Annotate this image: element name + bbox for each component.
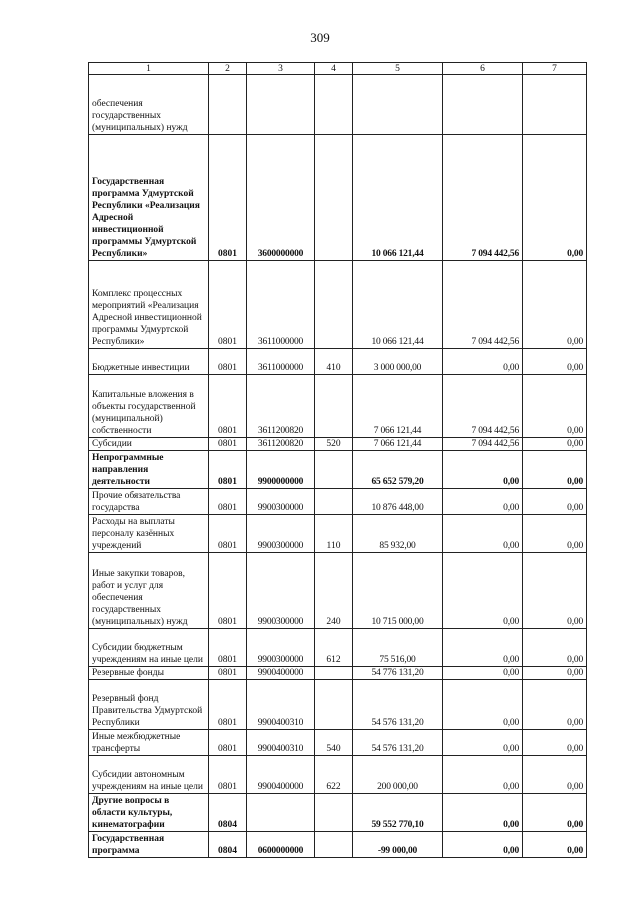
table-row — [89, 667, 587, 680]
table-row — [89, 680, 587, 730]
item-name-cell: Непрограммные направления деятельности — [89, 451, 209, 489]
table-row — [89, 375, 587, 438]
amount-col5-cell: 10 715 000,00 — [353, 553, 443, 629]
amount-col7-cell: 0,00 — [523, 349, 587, 375]
item-name-cell: Иные межбюджетные трансферты — [89, 730, 209, 756]
amount-col5-cell: 75 516,00 — [353, 629, 443, 667]
target-article-cell: 9900300000 — [247, 515, 315, 553]
section-code-cell: 0801 — [209, 451, 247, 489]
item-name-cell: Комплекс процессных мероприятий «Реализация Адресной инвестиционной программы Удмуртской Республики» — [89, 261, 209, 349]
expense-type-cell — [315, 667, 353, 680]
amount-col6-cell: 0,00 — [443, 832, 523, 858]
amount-col6-cell: 0,00 — [443, 451, 523, 489]
amount-col5-cell: 59 552 770,10 — [353, 794, 443, 832]
amount-col5-cell: 85 932,00 — [353, 515, 443, 553]
amount-col5-cell: 3 000 000,00 — [353, 349, 443, 375]
amount-col6-cell: 0,00 — [443, 515, 523, 553]
target-article-cell: 3611200820 — [247, 375, 315, 438]
target-article-cell: 3600000000 — [247, 135, 315, 261]
expense-type-cell: 240 — [315, 553, 353, 629]
target-article-cell: 9900400000 — [247, 667, 315, 680]
section-code-cell: 0801 — [209, 261, 247, 349]
target-article-cell: 3611000000 — [247, 261, 315, 349]
item-name-cell: Капитальные вложения в объекты государственной (муниципальной) собственности — [89, 375, 209, 438]
amount-col6-cell: 0,00 — [443, 756, 523, 794]
amount-col5-cell: 10 876 448,00 — [353, 489, 443, 515]
table-row — [89, 438, 587, 451]
section-code-cell: 0801 — [209, 349, 247, 375]
amount-col6-cell: 0,00 — [443, 489, 523, 515]
amount-col6-cell: 0,00 — [443, 730, 523, 756]
expense-type-cell — [315, 680, 353, 730]
amount-col5-cell: 7 066 121,44 — [353, 375, 443, 438]
expense-type-cell — [315, 135, 353, 261]
target-article-cell — [247, 794, 315, 832]
item-name-cell: Государственная программа — [89, 832, 209, 858]
amount-col5-cell: 10 066 121,44 — [353, 261, 443, 349]
amount-col5-cell: 54 576 131,20 — [353, 730, 443, 756]
item-name-cell: Резервный фонд Правительства Удмуртской Республики — [89, 680, 209, 730]
amount-col7-cell: 0,00 — [523, 553, 587, 629]
amount-col6-cell: 0,00 — [443, 667, 523, 680]
expense-type-cell: 110 — [315, 515, 353, 553]
item-name-cell: Субсидии автономным учреждениям на иные цели — [89, 756, 209, 794]
amount-col5-cell: 10 066 121,44 — [353, 135, 443, 261]
item-name-cell: обеспечения государственных (муниципальных) нужд — [89, 75, 209, 135]
section-code-cell: 0801 — [209, 756, 247, 794]
expense-type-cell: 540 — [315, 730, 353, 756]
section-code-cell: 0801 — [209, 680, 247, 730]
section-code-cell: 0801 — [209, 135, 247, 261]
amount-col7-cell: 0,00 — [523, 756, 587, 794]
amount-col7-cell: 0,00 — [523, 135, 587, 261]
target-article-cell: 9900400310 — [247, 680, 315, 730]
header-cell-1: 1 — [89, 63, 209, 75]
amount-col7-cell: 0,00 — [523, 375, 587, 438]
table-row — [89, 730, 587, 756]
table-row — [89, 489, 587, 515]
amount-col6-cell: 0,00 — [443, 349, 523, 375]
item-name-cell: Другие вопросы в области культуры, кинематографии — [89, 794, 209, 832]
amount-col5-cell — [353, 75, 443, 135]
amount-col7-cell: 0,00 — [523, 680, 587, 730]
table-row — [89, 349, 587, 375]
section-code-cell: 0801 — [209, 375, 247, 438]
target-article-cell: 9900300000 — [247, 553, 315, 629]
amount-col6-cell: 0,00 — [443, 680, 523, 730]
amount-col7-cell: 0,00 — [523, 832, 587, 858]
amount-col7-cell: 0,00 — [523, 261, 587, 349]
item-name-cell: Расходы на выплаты персоналу казённых учреждений — [89, 515, 209, 553]
target-article-cell: 9900000000 — [247, 451, 315, 489]
amount-col6-cell — [443, 75, 523, 135]
item-name-cell: Субсидии бюджетным учреждениям на иные цели — [89, 629, 209, 667]
item-name-cell: Субсидии — [89, 438, 209, 451]
expense-type-cell: 410 — [315, 349, 353, 375]
amount-col6-cell: 0,00 — [443, 553, 523, 629]
section-code-cell: 0801 — [209, 629, 247, 667]
amount-col5-cell: -99 000,00 — [353, 832, 443, 858]
amount-col7-cell: 0,00 — [523, 730, 587, 756]
expense-type-cell — [315, 832, 353, 858]
table-row — [89, 451, 587, 489]
expense-type-cell — [315, 75, 353, 135]
target-article-cell: 3611000000 — [247, 349, 315, 375]
amount-col6-cell: 7 094 442,56 — [443, 261, 523, 349]
target-article-cell: 9900300000 — [247, 489, 315, 515]
expense-type-cell: 520 — [315, 438, 353, 451]
table-row — [89, 75, 587, 135]
item-name-cell: Прочие обязательства государства — [89, 489, 209, 515]
table-row — [89, 515, 587, 553]
amount-col7-cell: 0,00 — [523, 451, 587, 489]
table-row — [89, 629, 587, 667]
amount-col7-cell: 0,00 — [523, 667, 587, 680]
amount-col7-cell: 0,00 — [523, 629, 587, 667]
amount-col7-cell: 0,00 — [523, 438, 587, 451]
target-article-cell: 9900400000 — [247, 756, 315, 794]
amount-col6-cell: 7 094 442,56 — [443, 375, 523, 438]
expense-type-cell — [315, 451, 353, 489]
expense-type-cell: 612 — [315, 629, 353, 667]
section-code-cell — [209, 75, 247, 135]
table-row — [89, 261, 587, 349]
target-article-cell: 0600000000 — [247, 832, 315, 858]
amount-col5-cell: 54 576 131,20 — [353, 680, 443, 730]
header-cell-7: 7 — [523, 63, 587, 75]
item-name-cell: Государственная программа Удмуртской Республики «Реализация Адресной инвестиционной программы Удмуртской Республики» — [89, 135, 209, 261]
section-code-cell: 0804 — [209, 794, 247, 832]
amount-col7-cell: 0,00 — [523, 794, 587, 832]
section-code-cell: 0801 — [209, 489, 247, 515]
section-code-cell: 0801 — [209, 730, 247, 756]
amount-col6-cell: 0,00 — [443, 629, 523, 667]
target-article-cell: 3611200820 — [247, 438, 315, 451]
header-row — [89, 63, 587, 75]
header-cell-3: 3 — [247, 63, 315, 75]
amount-col5-cell: 7 066 121,44 — [353, 438, 443, 451]
item-name-cell: Резервные фонды — [89, 667, 209, 680]
expense-type-cell — [315, 261, 353, 349]
amount-col7-cell: 0,00 — [523, 515, 587, 553]
section-code-cell: 0801 — [209, 667, 247, 680]
section-code-cell: 0804 — [209, 832, 247, 858]
target-article-cell: 9900400310 — [247, 730, 315, 756]
table-row — [89, 794, 587, 832]
page-number: 309 — [310, 30, 330, 45]
budget-table — [88, 62, 587, 858]
amount-col6-cell: 0,00 — [443, 794, 523, 832]
target-article-cell — [247, 75, 315, 135]
amount-col5-cell: 54 776 131,20 — [353, 667, 443, 680]
expense-type-cell — [315, 375, 353, 438]
table-row — [89, 756, 587, 794]
item-name-cell: Бюджетные инвестиции — [89, 349, 209, 375]
amount-col6-cell: 7 094 442,56 — [443, 135, 523, 261]
expense-type-cell — [315, 489, 353, 515]
table-row — [89, 553, 587, 629]
amount-col7-cell: 0,00 — [523, 489, 587, 515]
amount-col7-cell — [523, 75, 587, 135]
amount-col5-cell: 65 652 579,20 — [353, 451, 443, 489]
section-code-cell: 0801 — [209, 438, 247, 451]
section-code-cell: 0801 — [209, 553, 247, 629]
header-cell-2: 2 — [209, 63, 247, 75]
expense-type-cell — [315, 794, 353, 832]
amount-col5-cell: 200 000,00 — [353, 756, 443, 794]
item-name-cell: Иные закупки товаров, работ и услуг для обеспечения государственных (муниципальных) нужд — [89, 553, 209, 629]
section-code-cell: 0801 — [209, 515, 247, 553]
header-cell-5: 5 — [353, 63, 443, 75]
expense-type-cell: 622 — [315, 756, 353, 794]
target-article-cell: 9900300000 — [247, 629, 315, 667]
amount-col6-cell: 7 094 442,56 — [443, 438, 523, 451]
header-cell-4: 4 — [315, 63, 353, 75]
table-row — [89, 135, 587, 261]
table-row — [89, 832, 587, 858]
header-cell-6: 6 — [443, 63, 523, 75]
